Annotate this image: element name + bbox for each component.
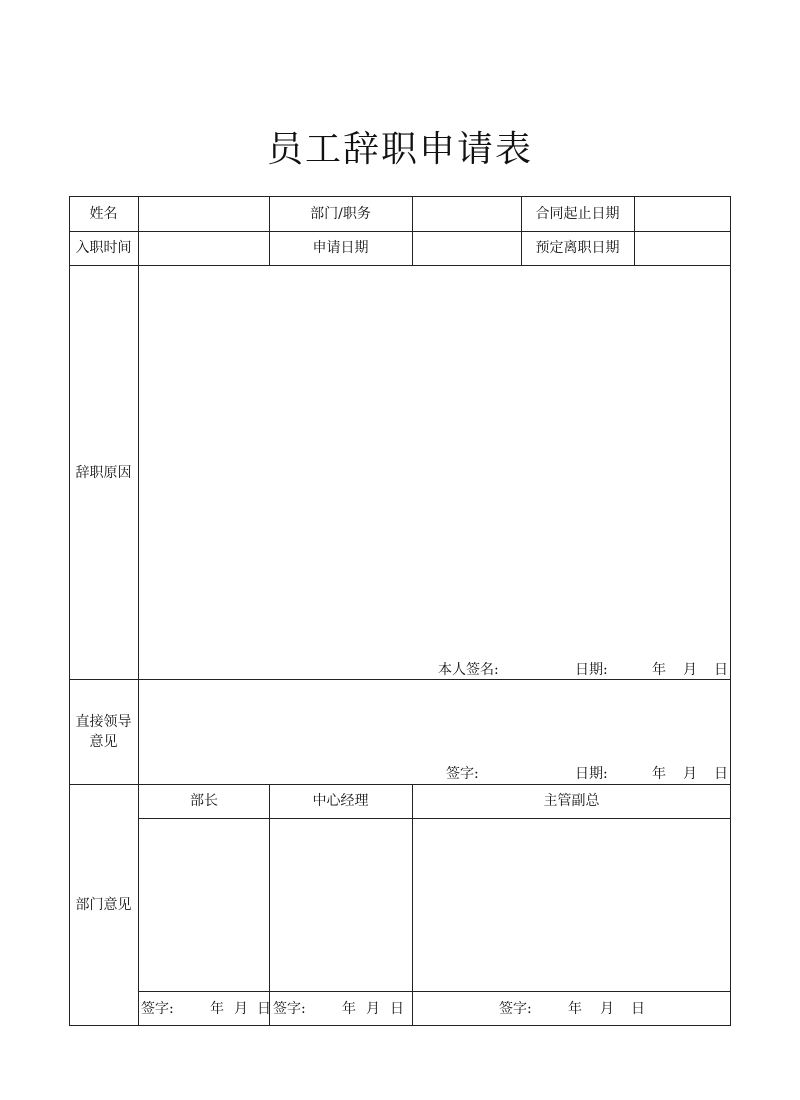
- center-manager-opinion-field[interactable]: [270, 819, 412, 991]
- apply-date-label: 申请日期: [312, 240, 369, 256]
- vp-day-label: 日: [631, 1001, 645, 1017]
- resign-reason-field[interactable]: [139, 266, 730, 656]
- minister-day-label: 日: [257, 1001, 271, 1017]
- planned-leave-date-field[interactable]: [635, 232, 730, 265]
- supervisor-month-label: 月: [683, 766, 697, 782]
- apply-date-field[interactable]: [413, 232, 521, 265]
- dept-position-field[interactable]: [413, 197, 521, 231]
- contract-period-label: 合同起止日期: [535, 206, 620, 222]
- vp-column-header: 主管副总: [543, 793, 600, 809]
- reason-date-label: 日期:: [575, 662, 608, 678]
- supervisor-day-label: 日: [714, 766, 728, 782]
- supervisor-opinion-field[interactable]: [139, 680, 730, 762]
- reason-year-label: 年: [652, 662, 666, 678]
- self-sign-label: 本人签名:: [438, 662, 499, 678]
- vp-year-label: 年: [568, 1001, 582, 1017]
- minister-year-label: 年: [210, 1001, 224, 1017]
- supervisor-year-label: 年: [652, 766, 666, 782]
- minister-sign-label: 签字:: [141, 1001, 174, 1017]
- vp-month-label: 月: [600, 1001, 614, 1017]
- center-manager-year-label: 年: [342, 1001, 356, 1017]
- reason-month-label: 月: [683, 662, 697, 678]
- row-divider: [138, 991, 731, 992]
- contract-period-field[interactable]: [635, 197, 730, 231]
- hire-date-field[interactable]: [139, 232, 269, 265]
- reason-day-label: 日: [714, 662, 728, 678]
- vp-sign-label: 签字:: [499, 1001, 532, 1017]
- supervisor-opinion-label-line1: 直接领导: [75, 714, 132, 730]
- minister-column-header: 部长: [190, 793, 218, 809]
- center-manager-column-header: 中心经理: [312, 793, 369, 809]
- form-title: 员工辞职申请表: [266, 129, 533, 170]
- dept-position-label: 部门/职务: [310, 206, 371, 222]
- resign-reason-label: 辞职原因: [75, 465, 132, 481]
- center-manager-day-label: 日: [390, 1001, 404, 1017]
- vp-opinion-field[interactable]: [413, 819, 730, 991]
- supervisor-sign-label: 签字:: [446, 766, 479, 782]
- center-manager-sign-label: 签字:: [273, 1001, 306, 1017]
- name-label: 姓名: [89, 206, 118, 222]
- dept-opinion-label: 部门意见: [75, 897, 132, 913]
- name-field[interactable]: [139, 197, 269, 231]
- minister-month-label: 月: [234, 1001, 248, 1017]
- table-border-bottom: [69, 1025, 731, 1026]
- row-divider: [69, 784, 731, 785]
- center-manager-month-label: 月: [366, 1001, 380, 1017]
- minister-opinion-field[interactable]: [139, 819, 269, 991]
- supervisor-opinion-label-line2: 意见: [89, 734, 118, 750]
- hire-date-label: 入职时间: [75, 240, 132, 256]
- resignation-form-table: [69, 196, 731, 1026]
- planned-leave-date-label: 预定离职日期: [535, 240, 620, 256]
- table-border-right: [730, 196, 731, 1026]
- supervisor-date-label: 日期:: [575, 766, 608, 782]
